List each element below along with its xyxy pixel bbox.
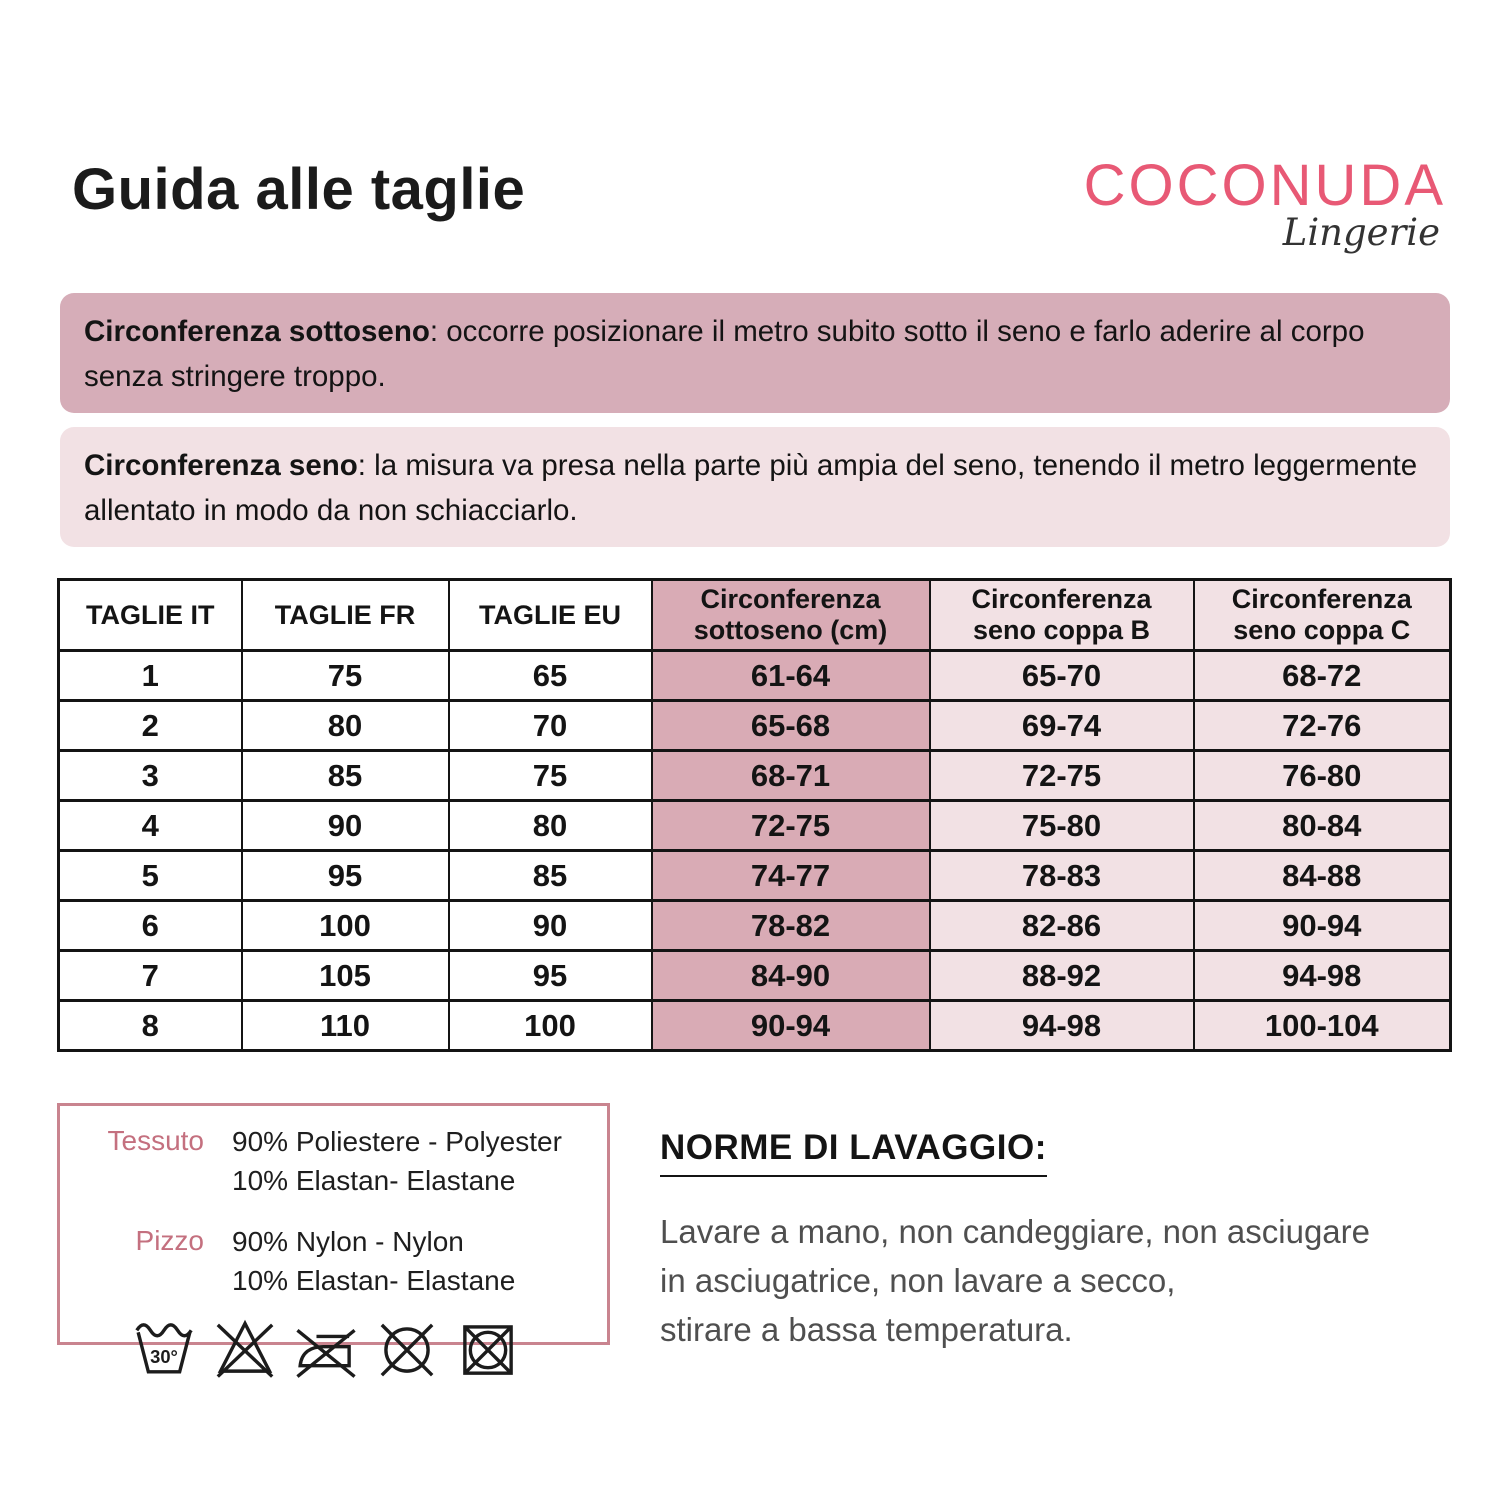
no-tumble-dry-icon <box>454 1314 522 1382</box>
table-cell: 80 <box>449 801 652 851</box>
composition-value-line: 10% Elastan- Elastane <box>232 1165 516 1196</box>
header-cell-coppa-b <box>930 580 1194 651</box>
table-cell: 70 <box>449 701 652 751</box>
header-line: Circonferenza <box>1231 584 1412 614</box>
table-cell: 80-84 <box>1194 801 1451 851</box>
table-row <box>59 701 1451 751</box>
table-cell: 82-86 <box>930 901 1194 951</box>
washing-line: in asciugatrice, non lavare a secco, <box>660 1262 1176 1299</box>
no-dry-clean-icon <box>373 1314 441 1382</box>
composition-value-line: 10% Elastan- Elastane <box>232 1265 516 1296</box>
brand-name: COCONUDA <box>1083 153 1446 218</box>
table-cell: 1 <box>59 651 242 701</box>
table-cell: 95 <box>449 951 652 1001</box>
info-box-seno-text: : la misura va presa nella parte più ampia del seno, tenendo il metro leggermente allentato in modo da non schiacciarlo. <box>84 449 1418 527</box>
header-cell-taglie-it <box>59 580 242 651</box>
table-cell: 75 <box>242 651 449 701</box>
header-line: TAGLIE FR <box>274 599 416 630</box>
table-cell: 6 <box>59 901 242 951</box>
table-cell: 75 <box>449 751 652 801</box>
header-line: TAGLIE EU <box>478 599 621 630</box>
washing-rules <box>660 1128 1460 1354</box>
table-cell: 4 <box>59 801 242 851</box>
table-cell: 65-70 <box>930 651 1194 701</box>
table-cell: 94-98 <box>1194 951 1451 1001</box>
header-line: sottoseno (cm) <box>693 615 888 645</box>
header-line: Circonferenza <box>700 584 881 614</box>
size-table <box>57 578 1452 1052</box>
table-cell: 72-75 <box>930 751 1194 801</box>
table-cell: 75-80 <box>930 801 1194 851</box>
table-cell: 94-98 <box>930 1001 1194 1051</box>
table-cell: 85 <box>242 751 449 801</box>
info-box-sottoseno-lead: Circonferenza sottoseno <box>84 315 430 348</box>
svg-text:30°: 30° <box>150 1345 178 1367</box>
table-cell: 72-76 <box>1194 701 1451 751</box>
table-cell: 95 <box>242 851 449 901</box>
no-iron-icon <box>292 1314 360 1382</box>
table-cell: 3 <box>59 751 242 801</box>
table-cell: 78-82 <box>652 901 930 951</box>
table-cell: 69-74 <box>930 701 1194 751</box>
table-row <box>59 851 1451 901</box>
table-cell: 100 <box>242 901 449 951</box>
composition-row-pizzo <box>60 1222 607 1300</box>
header-line: Circonferenza <box>971 584 1152 614</box>
table-row <box>59 651 1451 701</box>
table-cell: 100-104 <box>1194 1001 1451 1051</box>
table-cell: 74-77 <box>652 851 930 901</box>
info-box-sottoseno <box>60 293 1450 413</box>
table-cell: 68-72 <box>1194 651 1451 701</box>
brand-logo <box>1084 152 1446 254</box>
washing-title: NORME DI LAVAGGIO: <box>660 1128 1047 1177</box>
table-cell: 7 <box>59 951 242 1001</box>
info-box-seno-lead: Circonferenza seno <box>84 449 358 482</box>
composition-label-pizzo: Pizzo <box>135 1225 204 1256</box>
table-cell: 90 <box>242 801 449 851</box>
table-cell: 90-94 <box>652 1001 930 1051</box>
table-cell: 78-83 <box>930 851 1194 901</box>
header-cell-taglie-fr <box>242 580 449 651</box>
care-icons-row <box>130 1314 607 1382</box>
info-box-sottoseno-text: : occorre posizionare il metro subito sotto il seno e farlo aderire al corpo senza stringere troppo. <box>84 315 1365 393</box>
composition-row-tessuto <box>60 1122 607 1200</box>
table-cell: 85 <box>449 851 652 901</box>
header-cell-taglie-eu <box>449 580 652 651</box>
table-cell: 84-88 <box>1194 851 1451 901</box>
table-cell: 68-71 <box>652 751 930 801</box>
table-cell: 65 <box>449 651 652 701</box>
composition-value-line: 90% Poliestere - Polyester <box>232 1126 562 1157</box>
table-cell: 8 <box>59 1001 242 1051</box>
table-cell: 88-92 <box>930 951 1194 1001</box>
table-cell: 110 <box>242 1001 449 1051</box>
table-cell: 5 <box>59 851 242 901</box>
table-row <box>59 751 1451 801</box>
table-row <box>59 951 1451 1001</box>
header-line: TAGLIE IT <box>86 599 215 630</box>
table-cell: 61-64 <box>652 651 930 701</box>
header-line: seno coppa B <box>972 615 1151 645</box>
table-row <box>59 1001 1451 1051</box>
table-cell: 80 <box>242 701 449 751</box>
brand-tagline: Lingerie <box>1282 211 1440 254</box>
table-cell: 76-80 <box>1194 751 1451 801</box>
table-cell: 105 <box>242 951 449 1001</box>
table-row <box>59 801 1451 851</box>
header-cell-sottoseno <box>652 580 930 651</box>
table-cell: 72-75 <box>652 801 930 851</box>
info-box-seno <box>60 427 1450 547</box>
page-title: Guida alle taglie <box>72 157 526 222</box>
wash-30-icon <box>130 1314 198 1382</box>
table-cell: 84-90 <box>652 951 930 1001</box>
no-bleach-icon <box>211 1314 279 1382</box>
composition-value-line: 90% Nylon - Nylon <box>232 1226 464 1257</box>
composition-box <box>57 1103 610 1367</box>
washing-line: Lavare a mano, non candeggiare, non asciugare <box>660 1213 1370 1250</box>
table-cell: 100 <box>449 1001 652 1051</box>
washing-line: stirare a bassa temperatura. <box>660 1311 1073 1348</box>
header-line: seno coppa C <box>1233 615 1411 645</box>
table-cell: 90-94 <box>1194 901 1451 951</box>
table-cell: 65-68 <box>652 701 930 751</box>
table-row <box>59 901 1451 951</box>
header-cell-coppa-c <box>1194 580 1451 651</box>
table-cell: 90 <box>449 901 652 951</box>
table-cell: 2 <box>59 701 242 751</box>
composition-label-tessuto: Tessuto <box>107 1125 204 1156</box>
table-header-row <box>59 580 1451 651</box>
